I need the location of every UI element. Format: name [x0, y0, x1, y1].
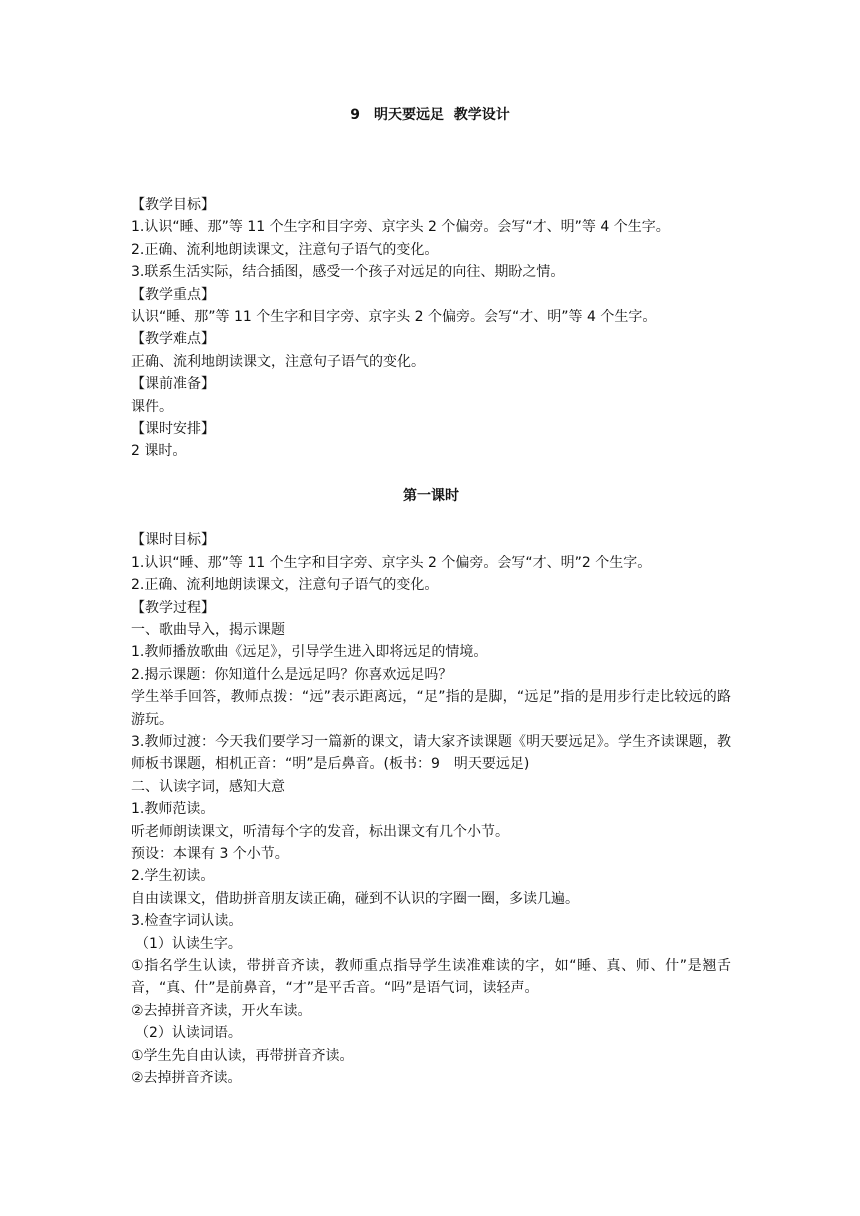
- paragraph: 二、认读字词，感知大意: [131, 778, 285, 795]
- section-heading: 【课前准备】: [131, 376, 215, 393]
- paragraph: （1）认读生字。: [135, 935, 242, 952]
- paragraph: 一、歌曲导入，揭示课题: [131, 621, 285, 638]
- lesson-heading: 第一课时: [403, 487, 459, 504]
- paragraph: 1.认识“睡、那”等 11 个生字和目字旁、京字头 2 个偏旁。会写“才、明”等 4 个生字。: [131, 219, 670, 236]
- lesson-one-section: [131, 529, 731, 1089]
- paragraph: 自由读课文，借助拼音朋友读正确，碰到不认识的字圈一圈，多读几遍。: [131, 890, 579, 907]
- paragraph: 3.联系生活实际，结合插图，感受一个孩子对远足的向往、期盼之情。: [131, 264, 565, 281]
- paragraph: 课件。: [131, 398, 173, 415]
- section-heading: 【课时安排】: [131, 421, 215, 438]
- document-title: 9 明天要远足 教学设计: [350, 107, 510, 123]
- section-heading: 【教学难点】: [131, 331, 215, 348]
- paragraph: 2 课时。: [131, 443, 187, 460]
- section-heading: 【教学目标】: [131, 197, 215, 213]
- paragraph: 1.教师范读。: [131, 801, 215, 818]
- paragraph: ①学生先自由认读，再带拼音齐读。: [131, 1047, 354, 1064]
- document-body: [131, 194, 731, 1089]
- paragraph: 1.教师播放歌曲《远足》，引导学生进入即将远足的情境。: [131, 644, 488, 661]
- paragraph: 学生举手回答，教师点拨：“远”表示距离远，“足”指的是脚，“远足”指的是用步行走比较远的路游玩。: [131, 689, 731, 728]
- paragraph: 2.揭示课题：你知道什么是远足吗？你喜欢远足吗？: [131, 666, 453, 683]
- paragraph: （2）认读词语。: [135, 1025, 242, 1042]
- objectives-section: [131, 194, 731, 463]
- section-heading: 【课时目标】: [131, 532, 215, 549]
- paragraph: ①指名学生认读，带拼音齐读，教师重点指导学生读准难读的字，如“睡、真、师、什”是翘舌音，“真、什”是前鼻音，“才”是平舌音。“吗”是语气词，读轻声。: [131, 958, 731, 997]
- paragraph: 2.正确、流利地朗读课文，注意句子语气的变化。: [131, 241, 439, 258]
- paragraph: ②去掉拼音齐读。: [131, 1070, 242, 1087]
- paragraph: 1.认识“睡、那”等 11 个生字和目字旁、京字头 2 个偏旁。会写“才、明”2 个生字。: [131, 554, 652, 571]
- section-heading: 【教学重点】: [131, 286, 215, 303]
- section-heading: 【教学过程】: [131, 599, 215, 616]
- paragraph: 预设：本课有 3 个小节。: [131, 845, 289, 862]
- paragraph: 听老师朗读课文，听清每个字的发音，标出课文有几个小节。: [131, 823, 509, 840]
- paragraph: 认识“睡、那”等 11 个生字和目字旁、京字头 2 个偏旁。会写“才、明”等 4 个生字。: [131, 309, 657, 326]
- paragraph: 2.正确、流利地朗读课文，注意句子语气的变化。: [131, 577, 439, 594]
- paragraph: 正确、流利地朗读课文，注意句子语气的变化。: [131, 353, 425, 370]
- paragraph: 2.学生初读。: [131, 868, 215, 885]
- paragraph: ②去掉拼音齐读，开火车读。: [131, 1002, 312, 1019]
- paragraph: 3.教师过渡：今天我们要学习一篇新的课文，请大家齐读课题《明天要远足》。学生齐读课题，教师板书课题，相机正音：“明”是后鼻音。(板书：9 明天要远足): [131, 733, 731, 773]
- paragraph: 3.检查字词认读。: [131, 913, 243, 930]
